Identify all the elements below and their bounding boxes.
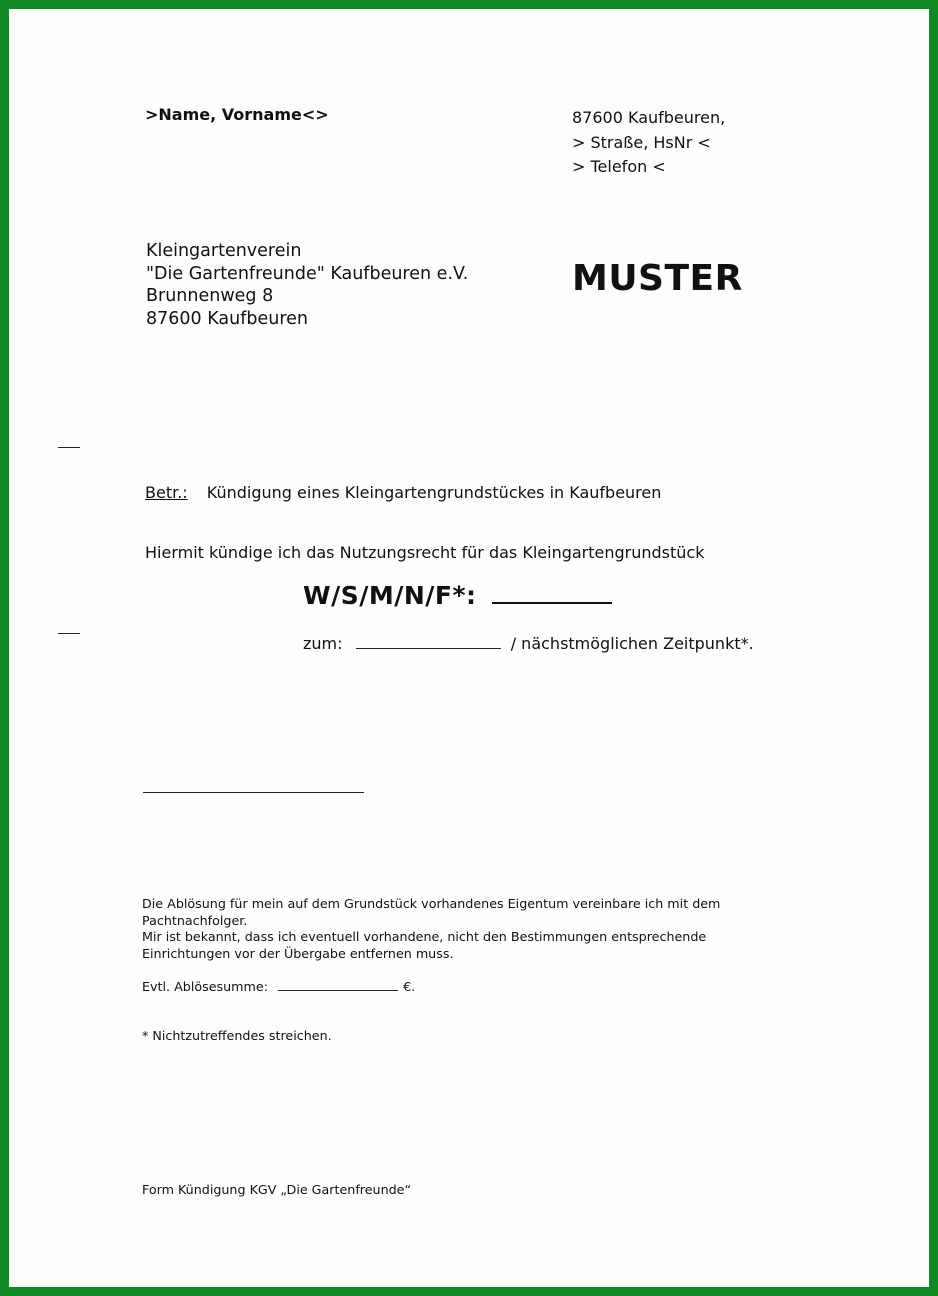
transfer-note: [142, 896, 720, 962]
abloese-blank-line[interactable]: [278, 980, 398, 991]
date-suffix: / nächstmöglichen Zeitpunkt*.: [510, 634, 754, 653]
plot-blank-line[interactable]: [492, 582, 612, 604]
footnote: * Nichtzutreffendes streichen.: [142, 1028, 332, 1043]
sender-phone-line: > Telefon <: [572, 157, 666, 176]
note-line-1: Die Ablösung für mein auf dem Grundstück vorhandenes Eigentum vereinbare ich mit dem: [142, 896, 721, 911]
note-line-2: Pachtnachfolger.: [142, 912, 248, 928]
subject-text: Kündigung eines Kleingartengrundstückes in Kaufbeuren: [206, 483, 662, 502]
recipient-line-3: Brunnenweg 8: [146, 286, 274, 306]
recipient-address-block: [146, 240, 468, 330]
recipient-line-4: 87600 Kaufbeuren: [146, 308, 309, 329]
subject-line: [145, 483, 661, 502]
sender-street-line: > Straße, HsNr <: [572, 132, 711, 152]
sender-address-block: [572, 106, 725, 180]
recipient-line-1: Kleingartenverein: [146, 241, 302, 261]
recipient-line-2: "Die Gartenfreunde" Kaufbeuren e.V.: [146, 263, 469, 284]
abloese-label: Evtl. Ablösesumme:: [142, 979, 268, 994]
note-line-4: Einrichtungen vor der Übergabe entfernen muss.: [142, 945, 454, 961]
intro-sentence: Hiermit kündige ich das Nutzungsrecht für das Kleingartengrundstück: [145, 543, 705, 562]
note-line-3: Mir ist bekannt, dass ich eventuell vorhandene, nicht den Bestimmungen entsprechende: [142, 929, 707, 944]
termination-date-line: [303, 634, 754, 653]
plot-field: [303, 581, 612, 610]
fold-mark-lower: [58, 633, 80, 634]
signature-line[interactable]: [143, 792, 364, 793]
muster-stamp: MUSTER: [572, 258, 743, 299]
date-blank-line[interactable]: [356, 636, 501, 649]
subject-label: Betr.:: [145, 483, 188, 502]
sender-name-placeholder: >Name, Vorname<>: [145, 105, 329, 124]
date-prefix: zum:: [303, 634, 343, 653]
abloese-suffix: €.: [403, 979, 416, 994]
plot-label: W/S/M/N/F*:: [303, 581, 477, 610]
form-footer: Form Kündigung KGV „Die Gartenfreunde“: [142, 1182, 412, 1197]
fold-mark-upper: [58, 447, 80, 448]
sender-city-line: 87600 Kaufbeuren,: [572, 108, 726, 127]
abloese-field: [142, 979, 415, 994]
